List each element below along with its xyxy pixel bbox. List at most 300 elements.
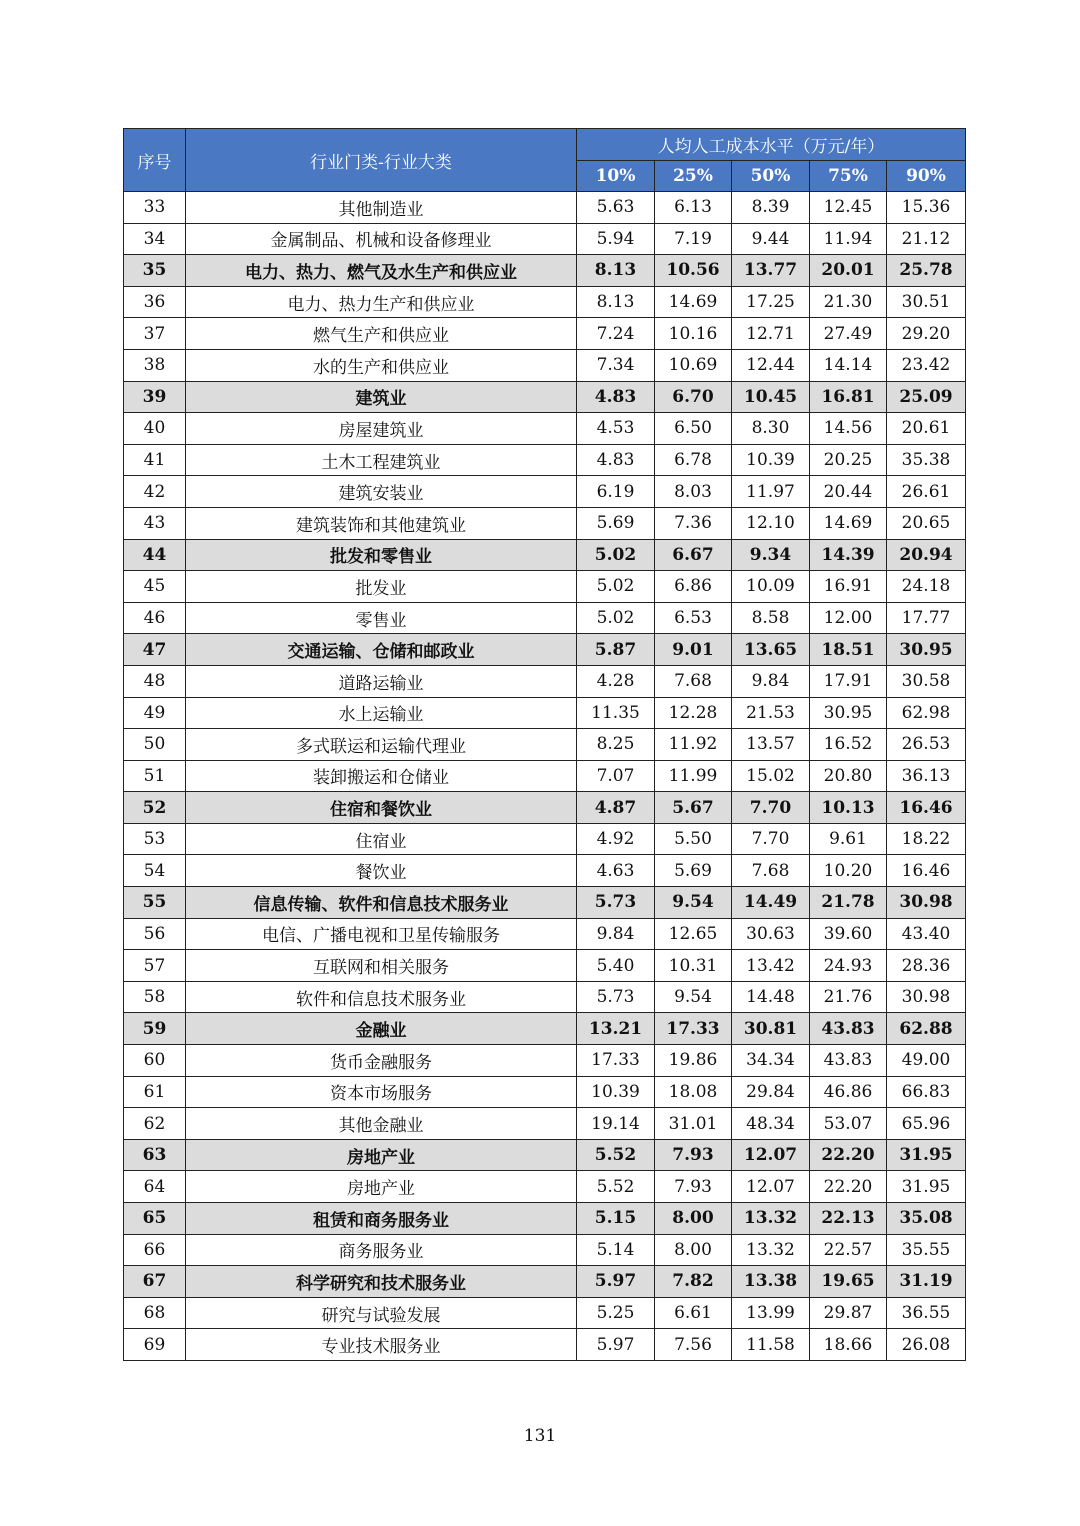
cell-p10: 5.69 <box>577 507 655 539</box>
cell-p75: 27.49 <box>810 318 887 350</box>
cell-industry-name: 其他制造业 <box>186 192 577 224</box>
cell-p25: 18.08 <box>655 1076 732 1108</box>
cell-p25: 7.93 <box>655 1139 732 1171</box>
cell-p90: 20.94 <box>887 539 966 571</box>
cell-p25: 7.56 <box>655 1329 732 1361</box>
cell-p50: 34.34 <box>732 1045 810 1077</box>
cell-p75: 46.86 <box>810 1076 887 1108</box>
table-row <box>124 1329 966 1361</box>
cell-industry-name: 水的生产和供应业 <box>186 349 577 381</box>
cell-industry-name: 电力、热力生产和供应业 <box>186 286 577 318</box>
cell-p10: 9.84 <box>577 918 655 950</box>
category-row <box>124 1139 966 1171</box>
cell-p90: 30.51 <box>887 286 966 318</box>
cell-seq: 53 <box>124 823 186 855</box>
cell-p75: 14.69 <box>810 507 887 539</box>
cell-p75: 12.00 <box>810 602 887 634</box>
cell-seq: 65 <box>124 1203 186 1235</box>
cell-p25: 12.28 <box>655 697 732 729</box>
cell-industry-name: 水上运输业 <box>186 697 577 729</box>
cell-seq: 38 <box>124 349 186 381</box>
cell-p90: 30.98 <box>887 981 966 1013</box>
cell-seq: 57 <box>124 950 186 982</box>
cell-p50: 21.53 <box>732 697 810 729</box>
cell-seq: 63 <box>124 1139 186 1171</box>
cell-p90: 18.22 <box>887 823 966 855</box>
cell-industry-name: 住宿业 <box>186 823 577 855</box>
cell-seq: 50 <box>124 729 186 761</box>
cell-p50: 13.42 <box>732 950 810 982</box>
table-row <box>124 476 966 508</box>
cell-p10: 10.39 <box>577 1076 655 1108</box>
cell-p50: 13.32 <box>732 1203 810 1235</box>
cell-p75: 19.65 <box>810 1266 887 1298</box>
cell-p25: 10.56 <box>655 255 732 287</box>
cell-industry-name: 货币金融服务 <box>186 1045 577 1077</box>
cell-p50: 13.57 <box>732 729 810 761</box>
cell-industry-name: 燃气生产和供应业 <box>186 318 577 350</box>
cell-seq: 41 <box>124 444 186 476</box>
cell-industry-name: 零售业 <box>186 602 577 634</box>
cell-industry-name: 电信、广播电视和卫星传输服务 <box>186 918 577 950</box>
cell-p25: 11.92 <box>655 729 732 761</box>
cell-p75: 43.83 <box>810 1045 887 1077</box>
cell-p25: 11.99 <box>655 760 732 792</box>
cell-industry-name: 专业技术服务业 <box>186 1329 577 1361</box>
cell-p10: 5.02 <box>577 571 655 603</box>
cell-p25: 7.82 <box>655 1266 732 1298</box>
cell-industry-name: 建筑业 <box>186 381 577 413</box>
cell-p90: 66.83 <box>887 1076 966 1108</box>
cell-seq: 37 <box>124 318 186 350</box>
cell-p10: 4.28 <box>577 665 655 697</box>
cell-p25: 8.03 <box>655 476 732 508</box>
table-row <box>124 823 966 855</box>
cell-p10: 5.73 <box>577 887 655 919</box>
cell-industry-name: 软件和信息技术服务业 <box>186 981 577 1013</box>
cell-p25: 9.54 <box>655 981 732 1013</box>
cell-p90: 35.08 <box>887 1203 966 1235</box>
cell-p50: 29.84 <box>732 1076 810 1108</box>
cell-p90: 26.08 <box>887 1329 966 1361</box>
cell-industry-name: 住宿和餐饮业 <box>186 792 577 824</box>
labor-cost-table <box>123 128 966 1361</box>
cell-p25: 5.69 <box>655 855 732 887</box>
table-row <box>124 602 966 634</box>
cell-p90: 62.88 <box>887 1013 966 1045</box>
cell-p90: 24.18 <box>887 571 966 603</box>
cell-p50: 12.10 <box>732 507 810 539</box>
cell-industry-name: 互联网和相关服务 <box>186 950 577 982</box>
cell-p90: 36.13 <box>887 760 966 792</box>
cell-p25: 6.61 <box>655 1297 732 1329</box>
cell-seq: 34 <box>124 223 186 255</box>
cell-p25: 7.36 <box>655 507 732 539</box>
cell-p75: 16.91 <box>810 571 887 603</box>
cell-p10: 8.13 <box>577 255 655 287</box>
cell-p50: 13.32 <box>732 1234 810 1266</box>
table-row <box>124 665 966 697</box>
table-row <box>124 286 966 318</box>
cell-p90: 62.98 <box>887 697 966 729</box>
cell-p50: 11.97 <box>732 476 810 508</box>
cell-seq: 66 <box>124 1234 186 1266</box>
cell-seq: 60 <box>124 1045 186 1077</box>
header-p10: 10% <box>577 161 655 192</box>
category-row <box>124 634 966 666</box>
cell-p50: 10.09 <box>732 571 810 603</box>
cell-p10: 5.94 <box>577 223 655 255</box>
page-number: 131 <box>523 1426 557 1446</box>
cell-p25: 12.65 <box>655 918 732 950</box>
cell-industry-name: 房屋建筑业 <box>186 413 577 445</box>
cell-seq: 69 <box>124 1329 186 1361</box>
cell-p75: 39.60 <box>810 918 887 950</box>
cell-p25: 5.50 <box>655 823 732 855</box>
table-row <box>124 318 966 350</box>
table-row <box>124 697 966 729</box>
cell-industry-name: 土木工程建筑业 <box>186 444 577 476</box>
cell-p75: 21.76 <box>810 981 887 1013</box>
cell-p10: 19.14 <box>577 1108 655 1140</box>
cell-p75: 43.83 <box>810 1013 887 1045</box>
cell-industry-name: 信息传输、软件和信息技术服务业 <box>186 887 577 919</box>
cell-p10: 4.92 <box>577 823 655 855</box>
category-row <box>124 539 966 571</box>
cell-p10: 13.21 <box>577 1013 655 1045</box>
cell-p25: 10.69 <box>655 349 732 381</box>
cell-seq: 52 <box>124 792 186 824</box>
cell-industry-name: 批发和零售业 <box>186 539 577 571</box>
table-row <box>124 507 966 539</box>
cell-p75: 21.78 <box>810 887 887 919</box>
cell-p25: 6.53 <box>655 602 732 634</box>
cell-p90: 31.95 <box>887 1139 966 1171</box>
cell-p75: 11.94 <box>810 223 887 255</box>
cell-industry-name: 交通运输、仓储和邮政业 <box>186 634 577 666</box>
cell-p75: 9.61 <box>810 823 887 855</box>
cell-seq: 35 <box>124 255 186 287</box>
cell-seq: 61 <box>124 1076 186 1108</box>
cell-p50: 9.84 <box>732 665 810 697</box>
cell-p90: 35.55 <box>887 1234 966 1266</box>
header-seq: 序号 <box>124 129 186 192</box>
cell-p90: 49.00 <box>887 1045 966 1077</box>
table-row <box>124 571 966 603</box>
category-row <box>124 887 966 919</box>
category-row <box>124 1203 966 1235</box>
cell-industry-name: 道路运输业 <box>186 665 577 697</box>
cell-seq: 39 <box>124 381 186 413</box>
header-p25: 25% <box>655 161 732 192</box>
cell-industry-name: 房地产业 <box>186 1139 577 1171</box>
table-row <box>124 444 966 476</box>
cell-p75: 14.14 <box>810 349 887 381</box>
cell-p25: 6.13 <box>655 192 732 224</box>
table-body <box>124 192 966 1361</box>
cell-p25: 7.68 <box>655 665 732 697</box>
table-row <box>124 760 966 792</box>
table-row <box>124 1234 966 1266</box>
cell-industry-name: 批发业 <box>186 571 577 603</box>
cell-p25: 10.31 <box>655 950 732 982</box>
cell-seq: 51 <box>124 760 186 792</box>
cell-p50: 9.34 <box>732 539 810 571</box>
cell-p75: 12.45 <box>810 192 887 224</box>
cell-industry-name: 研究与试验发展 <box>186 1297 577 1329</box>
cell-p50: 48.34 <box>732 1108 810 1140</box>
cell-seq: 42 <box>124 476 186 508</box>
cell-p25: 6.50 <box>655 413 732 445</box>
cell-p50: 13.65 <box>732 634 810 666</box>
cell-p90: 25.09 <box>887 381 966 413</box>
cell-p75: 20.01 <box>810 255 887 287</box>
cell-p25: 8.00 <box>655 1234 732 1266</box>
cell-p50: 14.48 <box>732 981 810 1013</box>
cell-p90: 17.77 <box>887 602 966 634</box>
cell-industry-name: 多式联运和运输代理业 <box>186 729 577 761</box>
cell-p75: 29.87 <box>810 1297 887 1329</box>
cell-p25: 10.16 <box>655 318 732 350</box>
cell-p90: 28.36 <box>887 950 966 982</box>
cell-p25: 6.78 <box>655 444 732 476</box>
cell-p10: 7.34 <box>577 349 655 381</box>
cell-p10: 5.25 <box>577 1297 655 1329</box>
cell-seq: 55 <box>124 887 186 919</box>
cell-p90: 21.12 <box>887 223 966 255</box>
cell-p10: 8.25 <box>577 729 655 761</box>
cell-p10: 5.97 <box>577 1329 655 1361</box>
cell-p10: 5.52 <box>577 1139 655 1171</box>
cell-industry-name: 电力、热力、燃气及水生产和供应业 <box>186 255 577 287</box>
cell-p10: 5.73 <box>577 981 655 1013</box>
cell-p90: 16.46 <box>887 855 966 887</box>
cell-industry-name: 装卸搬运和仓储业 <box>186 760 577 792</box>
category-row <box>124 1013 966 1045</box>
cell-p90: 20.61 <box>887 413 966 445</box>
cell-seq: 47 <box>124 634 186 666</box>
cell-p90: 26.53 <box>887 729 966 761</box>
cell-p50: 7.68 <box>732 855 810 887</box>
category-row <box>124 792 966 824</box>
cell-seq: 43 <box>124 507 186 539</box>
header-p50: 50% <box>732 161 810 192</box>
table-row <box>124 1297 966 1329</box>
header-industry: 行业门类-行业大类 <box>186 129 577 192</box>
cell-p10: 5.14 <box>577 1234 655 1266</box>
cell-p75: 22.20 <box>810 1171 887 1203</box>
cell-p75: 18.66 <box>810 1329 887 1361</box>
cell-p75: 22.57 <box>810 1234 887 1266</box>
category-row <box>124 381 966 413</box>
cell-p50: 13.99 <box>732 1297 810 1329</box>
cell-seq: 64 <box>124 1171 186 1203</box>
cell-p25: 6.86 <box>655 571 732 603</box>
cell-p90: 31.19 <box>887 1266 966 1298</box>
cell-p50: 12.71 <box>732 318 810 350</box>
cell-p10: 11.35 <box>577 697 655 729</box>
table-row <box>124 349 966 381</box>
cell-p75: 24.93 <box>810 950 887 982</box>
cell-seq: 62 <box>124 1108 186 1140</box>
cell-p10: 5.02 <box>577 602 655 634</box>
table-row <box>124 729 966 761</box>
cell-p10: 7.24 <box>577 318 655 350</box>
cell-industry-name: 资本市场服务 <box>186 1076 577 1108</box>
cell-p10: 17.33 <box>577 1045 655 1077</box>
cell-p50: 10.45 <box>732 381 810 413</box>
cell-p50: 30.81 <box>732 1013 810 1045</box>
cell-seq: 46 <box>124 602 186 634</box>
header-cost-group: 人均人工成本水平（万元/年） <box>577 129 966 161</box>
cell-p90: 29.20 <box>887 318 966 350</box>
cell-p75: 30.95 <box>810 697 887 729</box>
cell-p10: 5.52 <box>577 1171 655 1203</box>
cell-industry-name: 金属制品、机械和设备修理业 <box>186 223 577 255</box>
cell-p90: 30.95 <box>887 634 966 666</box>
cell-seq: 67 <box>124 1266 186 1298</box>
cell-p50: 12.07 <box>732 1139 810 1171</box>
cell-p50: 9.44 <box>732 223 810 255</box>
cell-p90: 23.42 <box>887 349 966 381</box>
cell-p90: 36.55 <box>887 1297 966 1329</box>
cell-p90: 43.40 <box>887 918 966 950</box>
cell-industry-name: 餐饮业 <box>186 855 577 887</box>
cell-seq: 49 <box>124 697 186 729</box>
table-row <box>124 1171 966 1203</box>
cell-industry-name: 其他金融业 <box>186 1108 577 1140</box>
cell-seq: 48 <box>124 665 186 697</box>
cell-p75: 20.44 <box>810 476 887 508</box>
cell-p10: 4.83 <box>577 381 655 413</box>
cell-seq: 33 <box>124 192 186 224</box>
table-row <box>124 855 966 887</box>
cell-p90: 20.65 <box>887 507 966 539</box>
cell-seq: 59 <box>124 1013 186 1045</box>
cell-p10: 4.63 <box>577 855 655 887</box>
cell-industry-name: 金融业 <box>186 1013 577 1045</box>
cell-p90: 16.46 <box>887 792 966 824</box>
cell-p75: 16.52 <box>810 729 887 761</box>
cell-p90: 15.36 <box>887 192 966 224</box>
cell-seq: 54 <box>124 855 186 887</box>
cell-p75: 17.91 <box>810 665 887 697</box>
table-row <box>124 1076 966 1108</box>
cell-p50: 17.25 <box>732 286 810 318</box>
header-p90: 90% <box>887 161 966 192</box>
table-row <box>124 192 966 224</box>
cell-p50: 13.38 <box>732 1266 810 1298</box>
cell-p75: 14.56 <box>810 413 887 445</box>
cell-p90: 30.98 <box>887 887 966 919</box>
cell-p90: 65.96 <box>887 1108 966 1140</box>
cell-industry-name: 建筑装饰和其他建筑业 <box>186 507 577 539</box>
cell-p50: 8.39 <box>732 192 810 224</box>
cell-p75: 18.51 <box>810 634 887 666</box>
cell-p50: 8.30 <box>732 413 810 445</box>
cell-p25: 6.70 <box>655 381 732 413</box>
category-row <box>124 1266 966 1298</box>
cell-p75: 53.07 <box>810 1108 887 1140</box>
cell-p75: 20.25 <box>810 444 887 476</box>
cell-p25: 9.54 <box>655 887 732 919</box>
table-row <box>124 223 966 255</box>
cell-seq: 40 <box>124 413 186 445</box>
cell-p50: 11.58 <box>732 1329 810 1361</box>
cell-seq: 58 <box>124 981 186 1013</box>
table-row <box>124 981 966 1013</box>
cell-p25: 14.69 <box>655 286 732 318</box>
cell-industry-name: 科学研究和技术服务业 <box>186 1266 577 1298</box>
cell-p10: 5.15 <box>577 1203 655 1235</box>
cell-p75: 16.81 <box>810 381 887 413</box>
cell-seq: 44 <box>124 539 186 571</box>
cell-p25: 9.01 <box>655 634 732 666</box>
cell-p50: 7.70 <box>732 823 810 855</box>
cell-p50: 8.58 <box>732 602 810 634</box>
cell-p50: 15.02 <box>732 760 810 792</box>
cell-p90: 30.58 <box>887 665 966 697</box>
cell-p10: 4.53 <box>577 413 655 445</box>
cell-seq: 56 <box>124 918 186 950</box>
table-row <box>124 918 966 950</box>
cell-p50: 10.39 <box>732 444 810 476</box>
cell-p90: 26.61 <box>887 476 966 508</box>
cell-p10: 5.63 <box>577 192 655 224</box>
cell-p10: 8.13 <box>577 286 655 318</box>
cell-industry-name: 租赁和商务服务业 <box>186 1203 577 1235</box>
cell-seq: 45 <box>124 571 186 603</box>
cell-p75: 22.13 <box>810 1203 887 1235</box>
cell-p75: 10.20 <box>810 855 887 887</box>
header-p75: 75% <box>810 161 887 192</box>
cell-seq: 36 <box>124 286 186 318</box>
cell-p25: 7.19 <box>655 223 732 255</box>
cell-p10: 4.83 <box>577 444 655 476</box>
cell-p90: 25.78 <box>887 255 966 287</box>
cell-p75: 22.20 <box>810 1139 887 1171</box>
category-row <box>124 255 966 287</box>
cell-p90: 35.38 <box>887 444 966 476</box>
cell-p75: 10.13 <box>810 792 887 824</box>
cell-p50: 12.44 <box>732 349 810 381</box>
cell-p75: 21.30 <box>810 286 887 318</box>
cell-p25: 6.67 <box>655 539 732 571</box>
cell-p25: 31.01 <box>655 1108 732 1140</box>
table-header <box>124 129 966 192</box>
cell-p25: 17.33 <box>655 1013 732 1045</box>
cell-industry-name: 商务服务业 <box>186 1234 577 1266</box>
table-row <box>124 413 966 445</box>
cell-p10: 7.07 <box>577 760 655 792</box>
table-row <box>124 1108 966 1140</box>
cell-p10: 5.02 <box>577 539 655 571</box>
cell-p90: 31.95 <box>887 1171 966 1203</box>
cell-industry-name: 房地产业 <box>186 1171 577 1203</box>
cell-p10: 5.40 <box>577 950 655 982</box>
cell-p25: 7.93 <box>655 1171 732 1203</box>
table-row <box>124 950 966 982</box>
cell-p50: 13.77 <box>732 255 810 287</box>
cell-p10: 4.87 <box>577 792 655 824</box>
cell-p25: 8.00 <box>655 1203 732 1235</box>
cell-p75: 14.39 <box>810 539 887 571</box>
cell-p25: 19.86 <box>655 1045 732 1077</box>
cell-industry-name: 建筑安装业 <box>186 476 577 508</box>
cell-seq: 68 <box>124 1297 186 1329</box>
cell-p50: 12.07 <box>732 1171 810 1203</box>
cell-p10: 5.97 <box>577 1266 655 1298</box>
